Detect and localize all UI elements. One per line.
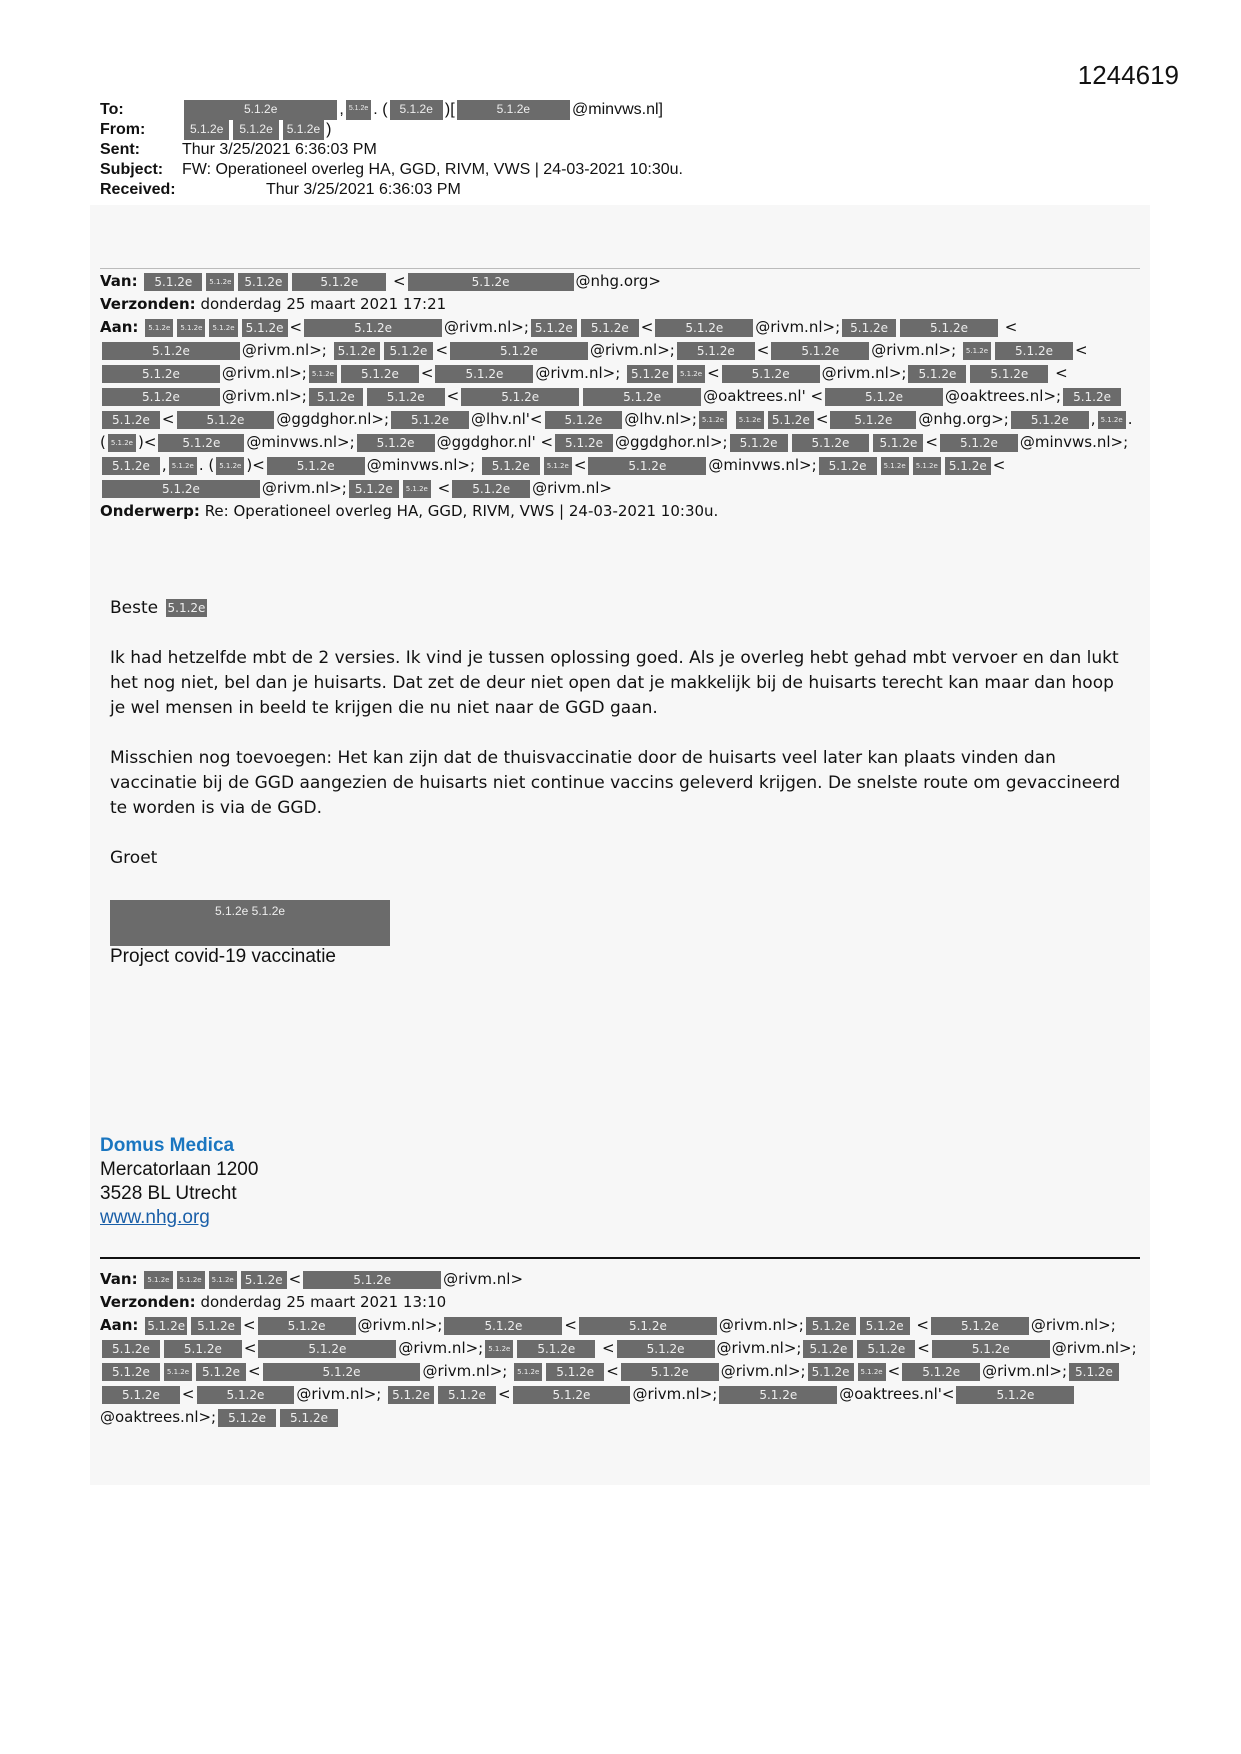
redaction: 5.1.2e: [102, 457, 160, 475]
redaction: 5.1.2e: [218, 1409, 276, 1427]
redaction: 5.1.2e: [108, 434, 136, 452]
redaction: 5.1.2e: [617, 1340, 715, 1358]
redaction: 5.1.2e: [736, 411, 764, 429]
recipient-domain: @minvws.nl>;: [246, 433, 355, 451]
recipient-domain: @rivm.nl>;: [221, 364, 307, 382]
redaction: 5.1.2e: [102, 411, 160, 429]
recipient-domain: @oaktrees.nl>;: [944, 387, 1062, 405]
redaction: 5.1.2e: [267, 457, 365, 475]
redaction: 5.1.2e: [546, 1363, 604, 1381]
redaction: 5.1.2e: [184, 120, 229, 140]
redaction: 5.1.2e: [819, 457, 877, 475]
redaction: 5.1.2e: [209, 1271, 237, 1289]
redaction: 5.1.2e: [830, 411, 916, 429]
redaction: 5.1.2e: [722, 365, 820, 383]
redaction: 5.1.2e: [169, 457, 197, 475]
redaction: 5.1.2e: [581, 319, 639, 337]
redaction: 5.1.2e: [206, 273, 234, 291]
onderwerp-label: Onderwerp:: [100, 502, 200, 520]
to-label: To:: [100, 101, 124, 118]
recipient-domain: @rivm.nl>;: [755, 318, 841, 336]
received-value: Thur 3/25/2021 6:36:03 PM: [266, 181, 461, 198]
redaction: 5.1.2e: [995, 342, 1073, 360]
redaction: 5.1.2e: [485, 1340, 513, 1358]
redaction: 5.1.2e: [940, 434, 1018, 452]
recipient-domain: @lhv.nl': [470, 410, 530, 428]
redaction: 5.1.2e: [177, 411, 275, 429]
redaction: 5.1.2e: [655, 319, 753, 337]
redaction: 5.1.2e: [858, 1363, 886, 1381]
street-address: Mercatorlaan 1200: [100, 1159, 259, 1180]
redaction: 5.1.2e: [209, 319, 237, 337]
redaction: 5.1.2e: [304, 319, 442, 337]
message-1-body: [110, 596, 1130, 896]
redaction: 5.1.2e: [102, 1386, 180, 1404]
recipient-domain: @rivm.nl>;: [241, 341, 327, 359]
recipient-domain: @rivm.nl>;: [398, 1339, 484, 1357]
email-meta-header: To: 5.1.2e , 5.1.2e . ( 5.1.2e )[ 5.1.2e @minvws.nl] From: 5.1.2e 5.1.2e 5.1.2e ) Sent: Thur 3/25/2021 6:36:03 PM Subject: FW: Operationeel overleg HA, GGD, RIVM, VWS | 24-03-2021 10:30u. Received: Thur 3/25/2021 6:36:03 PM: [100, 101, 683, 198]
redaction: 5.1.2e: [544, 457, 572, 475]
redaction: 5.1.2e: [963, 342, 991, 360]
brand-name: Domus Medica: [100, 1135, 235, 1156]
recipient-domain: @nhg.org>;: [918, 410, 1009, 428]
redaction: 5.1.2e: [444, 1317, 562, 1335]
redaction: 5.1.2e: [303, 1271, 441, 1289]
redaction: 5.1.2e: [806, 1317, 856, 1335]
van-label: Van:: [100, 1270, 138, 1288]
paragraph: Ik had hetzelfde mbt de 2 versies. Ik vind je tussen oplossing goed. Als je overleg hebt gehad mbt vervoer en dan lukt het nog niet, bel dan je huisarts. Dat zet de deur niet open dat je makkelijk bij de huisarts terecht kan maar dan hoop je wel mensen in beeld te krijgen die nu niet naar de GGD gaan.: [110, 648, 1119, 718]
signature-redaction: 5.1.2e 5.1.2e: [110, 900, 390, 946]
greeting: Beste: [110, 598, 159, 618]
verzonden-value: donderdag 25 maart 2021 13:10: [200, 1293, 447, 1311]
recipient-domain: @rivm.nl>;: [718, 1316, 804, 1334]
redaction: 5.1.2e: [461, 388, 579, 406]
redaction: 5.1.2e: [233, 120, 278, 140]
sent-label: Sent:: [100, 141, 140, 158]
redaction: 5.1.2e: [196, 1363, 246, 1381]
redaction: 5.1.2e: [242, 319, 288, 337]
redaction: 5.1.2e: [771, 342, 869, 360]
from-label: From:: [100, 121, 146, 138]
recipient-domain: @rivm.nl>;: [716, 1339, 802, 1357]
redaction: 5.1.2e: [970, 365, 1048, 383]
redaction: 5.1.2e: [588, 457, 706, 475]
redaction: 5.1.2e: [283, 120, 324, 140]
received-label: Received:: [100, 181, 176, 198]
redaction: 5.1.2e: [545, 411, 623, 429]
redaction: 5.1.2e: [102, 1340, 160, 1358]
redaction: 5.1.2e: [144, 273, 202, 291]
redaction: 5.1.2e: [908, 365, 966, 383]
recipient-domain: @rivm.nl>;: [589, 341, 675, 359]
van-domain: @nhg.org>: [575, 272, 662, 290]
recipient-domain: @lhv.nl>;: [624, 410, 697, 428]
message-2-header: Van: 5.1.2e 5.1.2e 5.1.2e 5.1.2e < 5.1.2e @rivm.nl> Verzonden: donderdag 25 maart 2021 13:10 Aan: 5.1.2e 5.1.2e < 5.1.2e @rivm.nl>; 5.1.2e < 5.1.2e @rivm.nl>; 5.1.2e 5.1.2e < 5.1.2e @rivm.nl>;5.1.2e 5.1.2e < 5.1.2e @rivm.nl>; 5.1.2e 5.1.2e < 5.1.2e @rivm.nl>; 5.1.2e 5.1.2e < 5.1.2e @rivm.nl>;5.1.2e 5.1.2e 5.1.2e < 5.1.2e @rivm.nl>; 5.1.2e 5.1.2e < 5.1.2e @rivm.nl>; 5.1.2e 5.1.2e < 5.1.2e @rivm.nl>; 5.1.2e5.1.2e < 5.1.2e @rivm.nl>; 5.1.2e 5.1.2e < 5.1.2e @rivm.nl>; 5.1.2e @oaktrees.nl'< 5.1.2e@oaktrees.nl>; 5.1.2e 5.1.2e: [100, 1270, 1137, 1426]
redaction: 5.1.2e: [579, 1317, 717, 1335]
redaction: 5.1.2e: [583, 388, 701, 406]
recipient-domain: @rivm.nl>;: [1030, 1316, 1116, 1334]
redaction: 5.1.2e: [900, 319, 998, 337]
redaction: 5.1.2e: [719, 1386, 837, 1404]
redaction: 5.1.2e: [699, 411, 727, 429]
redaction: 5.1.2e: [457, 100, 570, 120]
redaction: 5.1.2e: [677, 342, 755, 360]
redaction: 5.1.2e: [102, 1363, 160, 1381]
redaction: 5.1.2e: [191, 1317, 241, 1335]
redaction: 5.1.2e: [102, 480, 260, 498]
sent-value: Thur 3/25/2021 6:36:03 PM: [182, 141, 377, 158]
message-1-header: Van: 5.1.2e 5.1.2e 5.1.2e 5.1.2e < 5.1.2e @nhg.org> Verzonden: donderdag 25 maart 2021 17:21 Aan: 5.1.2e 5.1.2e 5.1.2e 5.1.2e < 5.1.2e @rivm.nl>; 5.1.2e 5.1.2e < 5.1.2e @rivm.nl>; 5.1.2e 5.1.2e <5.1.2e @rivm.nl>; 5.1.2e 5.1.2e < 5.1.2e @rivm.nl>; 5.1.2e < 5.1.2e @rivm.nl>; 5.1.2e 5.1.2e <5.1.2e @rivm.nl>; 5.1.2e 5.1.2e < 5.1.2e @rivm.nl>; 5.1.2e 5.1.2e < 5.1.2e @rivm.nl>; 5.1.2e 5.1.2e <5.1.2e @rivm.nl>; 5.1.2e 5.1.2e < 5.1.2e 5.1.2e @oaktrees.nl' < 5.1.2e @oaktrees.nl>; 5.1.2e5.1.2e < 5.1.2e @ggdghor.nl>; 5.1.2e @lhv.nl'< 5.1.2e @lhv.nl>; 5.1.2e 5.1.2e 5.1.2e < 5.1.2e @nhg.org>; 5.1.2e , 5.1.2e . ( 5.1.2e )< 5.1.2e @minvws.nl>; 5.1.2e @ggdghor.nl' < 5.1.2e @ggdghor.nl>; 5.1.2e 5.1.2e 5.1.2e < 5.1.2e @minvws.nl>;5.1.2e , 5.1.2e . ( 5.1.2e )< 5.1.2e @minvws.nl>; 5.1.2e 5.1.2e < 5.1.2e @minvws.nl>; 5.1.2e 5.1.2e 5.1.2e 5.1.2e <5.1.2e @rivm.nl>; 5.1.2e 5.1.2e < 5.1.2e @rivm.nl> Onderwerp: Re: Operationeel overleg HA, GGD, RIVM, VWS | 24-03-2021 10:30u.: [100, 272, 1133, 520]
redaction: 5.1.2e: [147, 1318, 186, 1333]
redaction: 5.1.2e: [945, 457, 991, 475]
redaction: 5.1.2e: [825, 388, 943, 406]
van-domain: @rivm.nl>: [443, 1270, 524, 1288]
organization-footer: [100, 1134, 258, 1230]
subject-value: FW: Operationeel overleg HA, GGD, RIVM, VWS | 24-03-2021 10:30u.: [182, 161, 683, 178]
redaction: 5.1.2e: [730, 434, 788, 452]
verzonden-label: Verzonden:: [100, 295, 196, 313]
redaction: 5.1.2e: [482, 457, 540, 475]
redaction: 5.1.2e: [555, 434, 613, 452]
redaction: 5.1.2e: [808, 1363, 854, 1381]
city-address: 3528 BL Utrecht: [100, 1183, 237, 1204]
redaction: 5.1.2e: [857, 1340, 915, 1358]
redaction: 5.1.2e: [452, 480, 530, 498]
redaction: 5.1.2e: [258, 1340, 396, 1358]
redaction: 5.1.2e: [517, 1340, 595, 1358]
redaction: 5.1.2e: [902, 1363, 980, 1381]
redaction: 5.1.2e: [842, 319, 896, 337]
recipient-domain: @rivm.nl>;: [871, 341, 957, 359]
redaction: 5.1.2e: [514, 1363, 542, 1381]
website-link[interactable]: www.nhg.org: [100, 1207, 210, 1228]
redaction: 5.1.2e: [403, 480, 431, 498]
redaction: 5.1.2e: [438, 1386, 496, 1404]
recipient-domain: @rivm.nl>;: [535, 364, 621, 382]
divider: [100, 268, 1140, 269]
redaction: 5.1.2e: [349, 480, 399, 498]
redaction: 5.1.2e: [677, 365, 705, 383]
redaction: 5.1.2e: [177, 1271, 205, 1289]
recipient-domain: @minvws.nl>;: [366, 456, 475, 474]
redaction: 5.1.2e: [881, 457, 909, 475]
redaction: 5.1.2e: [238, 273, 288, 291]
recipient-domain: @rivm.nl>;: [422, 1362, 508, 1380]
redaction: 5.1.2e: [216, 457, 244, 475]
van-label: Van:: [100, 272, 138, 290]
redaction: 5.1.2e: [184, 100, 337, 120]
redaction: 5.1.2e: [1069, 1363, 1119, 1381]
divider: [100, 1257, 1140, 1259]
recipient-domain: @rivm.nl>;: [221, 387, 307, 405]
redaction: 5.1.2e: [144, 1271, 172, 1289]
redaction: 5.1.2e: [803, 1340, 853, 1358]
redaction: 5.1.2e: [913, 457, 941, 475]
redaction: 5.1.2e: [956, 1386, 1074, 1404]
recipient-domain: @rivm.nl>;: [296, 1385, 382, 1403]
recipient-domain: @oaktrees.nl>;: [100, 1408, 217, 1426]
recipient-domain: @rivm.nl>;: [632, 1385, 718, 1403]
redaction: 5.1.2e: [167, 601, 206, 615]
redaction: 5.1.2e: [357, 434, 435, 452]
to-domain: @minvws.nl]: [572, 101, 663, 118]
recipient-domain: @rivm.nl>;: [821, 364, 907, 382]
verzonden-label: Verzonden:: [100, 1293, 196, 1311]
recipient-domain: @rivm.nl>;: [1051, 1339, 1137, 1357]
redaction: 5.1.2e: [292, 273, 386, 291]
redaction: 5.1.2e: [177, 319, 205, 337]
redaction: 5.1.2e: [1063, 388, 1121, 406]
onderwerp-value: Re: Operationeel overleg HA, GGD, RIVM, VWS | 24-03-2021 10:30u.: [204, 502, 719, 520]
redaction: 5.1.2e: [102, 388, 220, 406]
redaction: 5.1.2e: [792, 434, 870, 452]
recipient-domain: @rivm.nl>;: [982, 1362, 1068, 1380]
recipient-domain: @rivm.nl>: [532, 479, 612, 497]
redaction: 5.1.2e: [309, 365, 337, 383]
redaction: 5.1.2e: [309, 388, 363, 406]
redaction: 5.1.2e: [367, 388, 445, 406]
redaction: 5.1.2e: [390, 100, 443, 120]
redaction: 5.1.2e: [931, 1317, 1029, 1335]
redaction: 5.1.2e: [164, 1363, 192, 1381]
redaction: 5.1.2e: [263, 1363, 421, 1381]
redaction: 5.1.2e: [341, 365, 419, 383]
recipient-domain: @oaktrees.nl': [839, 1385, 942, 1403]
aan-label: Aan:: [100, 318, 139, 336]
redaction: 5.1.2e: [873, 434, 923, 452]
recipient-domain: @minvws.nl>;: [1019, 433, 1129, 451]
redaction: 5.1.2e: [450, 342, 588, 360]
redaction: 5.1.2e: [102, 365, 220, 383]
redaction: 5.1.2e: [408, 273, 574, 291]
redaction: 5.1.2e: [435, 365, 533, 383]
recipient-domain: @rivm.nl>;: [357, 1316, 443, 1334]
redaction: 5.1.2e: [241, 1271, 287, 1289]
redaction: 5.1.2e: [102, 342, 240, 360]
redaction: 5.1.2e: [158, 434, 244, 452]
redaction: 5.1.2e: [334, 342, 380, 360]
aan-label: Aan:: [100, 1316, 139, 1334]
redaction: 5.1.2e: [860, 1317, 910, 1335]
signature-caption: Project covid-19 vaccinatie: [110, 946, 336, 967]
recipient-domain: @ggdghor.nl': [436, 433, 536, 451]
redaction: 5.1.2e: [391, 411, 469, 429]
redaction: 5.1.2e: [932, 1340, 1050, 1358]
redaction: 5.1.2e: [768, 411, 814, 429]
redaction: 5.1.2e: [258, 1317, 356, 1335]
redaction: 5.1.2e: [164, 1340, 242, 1358]
recipient-domain: @rivm.nl>;: [261, 479, 347, 497]
recipient-domain: @oaktrees.nl': [703, 387, 806, 405]
closing: Groet: [110, 848, 158, 868]
redaction: 5.1.2e: [621, 1363, 719, 1381]
recipient-domain: @ggdghor.nl>;: [276, 410, 390, 428]
recipient-domain: @minvws.nl>;: [708, 456, 817, 474]
verzonden-value: donderdag 25 maart 2021 17:21: [200, 295, 447, 313]
redaction: 5.1.2e: [531, 319, 577, 337]
redaction: 5.1.2e: [280, 1409, 338, 1427]
recipient-domain: @ggdghor.nl>;: [614, 433, 728, 451]
recipient-domain: @rivm.nl>;: [720, 1362, 806, 1380]
paragraph: Misschien nog toevoegen: Het kan zijn dat de thuisvaccinatie door de huisarts veel later kan plaats vinden dan vaccinatie bij de GGD aangezien de huisarts niet continue vaccins geleverd krijgen. De snelste route om gevaccineerd te worden is via de GGD.: [110, 748, 1121, 818]
redaction: 5.1.2e: [627, 365, 673, 383]
redaction: 5.1.2e: [1098, 411, 1126, 429]
redaction: 5.1.2e: [346, 100, 371, 120]
subject-label: Subject:: [100, 161, 164, 178]
redaction: 5.1.2e: [513, 1386, 631, 1404]
redaction: 5.1.2e: [388, 1386, 434, 1404]
redaction: 5.1.2e: [197, 1386, 295, 1404]
document-id: 1244619: [1077, 60, 1179, 90]
redaction: 5.1.2e: [145, 319, 173, 337]
redaction: 5.1.2e: [384, 342, 434, 360]
redaction: 5.1.2e: [1011, 411, 1089, 429]
recipient-domain: @rivm.nl>;: [444, 318, 529, 336]
